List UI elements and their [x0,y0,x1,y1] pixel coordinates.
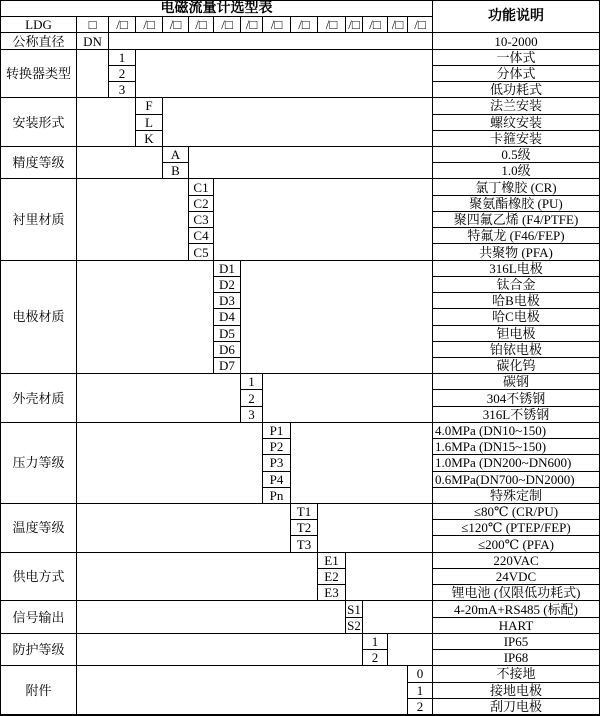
spec-description: 聚四氟乙烯 (F4/PTFE) [433,212,599,228]
model-dn-box: □ [77,17,109,33]
spec-code: P2 [263,439,291,455]
category-label: 转换器类型 [1,50,77,99]
category-label: 外壳材质 [1,374,77,423]
spec-code: 1 [109,50,136,66]
spec-code: 2 [241,390,263,406]
spec-code: 1 [241,374,263,390]
empty-cell [346,553,433,602]
spec-description: 卡箍安装 [433,131,599,147]
spec-description: 316L电极 [433,261,599,277]
spec-code: D4 [214,309,241,325]
empty-cell [263,374,433,423]
spec-code: E1 [318,553,346,569]
category-label: 衬里材质 [1,179,77,260]
spec-code: T3 [291,536,318,552]
spec-code: D1 [214,261,241,277]
category-label: 附件 [1,666,77,715]
code-slot-box: /□ [388,17,408,33]
spec-description: 接地电极 [433,683,599,699]
spec-description: 聚氨酯橡胶 (PU) [433,196,599,212]
code-slot-box: /□ [136,17,163,33]
spec-description: 0.5级 [433,147,599,163]
spec-description: 特氟龙 (F46/FEP) [433,228,599,244]
code-slot-box: /□ [189,17,214,33]
empty-cell [241,261,433,375]
spec-description: 刮刀电极 [433,699,599,715]
empty-cell [77,634,363,666]
empty-cell [77,666,408,715]
spec-description: ≤120℃ (PTEP/FEP) [433,520,599,536]
spec-code: F [136,98,163,114]
empty-cell [77,179,189,260]
spec-code: D5 [214,326,241,342]
spec-description: HART [433,618,599,634]
spec-code: D2 [214,277,241,293]
empty-cell [291,423,433,504]
empty-cell [77,98,136,147]
spec-code: C3 [189,212,214,228]
empty-cell [109,33,433,49]
spec-code: 2 [109,66,136,82]
spec-code: P1 [263,423,291,439]
spec-code: 0 [408,666,433,682]
category-label: 电极材质 [1,261,77,375]
category-label: 温度等级 [1,504,77,553]
spec-description: 氯丁橡胶 (CR) [433,179,599,195]
spec-description: 钛合金 [433,277,599,293]
code-slot-box: /□ [291,17,318,33]
spec-code: D7 [214,358,241,374]
empty-cell [77,50,109,99]
code-slot-box: /□ [241,17,263,33]
spec-description: 1.6MPa (DN15~150) [433,439,599,455]
spec-description: 4.0MPa (DN10~150) [433,423,599,439]
code-slot-box: /□ [408,17,433,33]
spec-description: 低功耗式 [433,82,599,98]
spec-code: 1 [363,634,388,650]
code-slot-box: /□ [318,17,346,33]
spec-description: 哈B电极 [433,293,599,309]
empty-cell [77,374,241,423]
spec-code: C2 [189,196,214,212]
spec-code: Pn [263,488,291,504]
dn-code: DN [77,33,109,49]
spec-code: C5 [189,244,214,260]
spec-description: 法兰安装 [433,98,599,114]
spec-code: K [136,131,163,147]
spec-description: 1.0级 [433,163,599,179]
spec-code: D6 [214,342,241,358]
spec-description: 锂电池 (仅限低功耗式) [433,585,599,601]
spec-description: 碳化钨 [433,358,599,374]
code-slot-box: /□ [109,17,136,33]
code-slot-box: /□ [346,17,363,33]
spec-description: IP68 [433,650,599,666]
category-label: 精度等级 [1,147,77,179]
spec-code: 3 [109,82,136,98]
spec-code: 2 [363,650,388,666]
spec-code: P4 [263,472,291,488]
code-slot-box: /□ [263,17,291,33]
category-label: 信号输出 [1,601,77,633]
spec-description: 分体式 [433,66,599,82]
spec-description: 碳钢 [433,374,599,390]
spec-description: 哈C电极 [433,309,599,325]
spec-code: A [163,147,189,163]
table-title: 电磁流量计选型表 [1,1,433,17]
spec-description: 220VAC [433,553,599,569]
spec-code: L [136,115,163,131]
category-label: 供电方式 [1,553,77,602]
spec-code: E2 [318,569,346,585]
spec-code: E3 [318,585,346,601]
category-label: 安装形式 [1,98,77,147]
spec-description: 304不锈钢 [433,390,599,406]
code-slot-box: /□ [163,17,189,33]
empty-cell [214,179,433,260]
empty-cell [77,553,318,602]
spec-description: 1.0MPa (DN200~DN600) [433,455,599,471]
diameter-range: 10-2000 [433,33,599,49]
function-column-header: 功能说明 [433,1,599,33]
spec-code: T2 [291,520,318,536]
empty-cell [77,601,346,633]
spec-code: 1 [408,683,433,699]
spec-description: ≤200℃ (PFA) [433,536,599,552]
code-slot-box: /□ [214,17,241,33]
spec-description: 铂铱电极 [433,342,599,358]
empty-cell [77,261,214,375]
empty-cell [363,601,433,633]
spec-code: B [163,163,189,179]
spec-code: C4 [189,228,214,244]
spec-description: 0.6MPa(DN700~DN2000) [433,472,599,488]
spec-description: 螺纹安装 [433,115,599,131]
empty-cell [77,504,291,553]
empty-cell [136,50,433,99]
spec-code: P3 [263,455,291,471]
spec-description: IP65 [433,634,599,650]
spec-code: S1 [346,601,363,617]
category-label: 防护等级 [1,634,77,666]
spec-description: 4-20mA+RS485 (标配) [433,601,599,617]
diameter-row-label: 公称直径 [1,33,77,49]
spec-description: 316L不锈钢 [433,407,599,423]
empty-cell [77,423,263,504]
spec-description: ≤80℃ (CR/PU) [433,504,599,520]
spec-code: C1 [189,179,214,195]
spec-code: S2 [346,618,363,634]
empty-cell [318,504,433,553]
empty-cell [77,147,163,179]
spec-description: 共聚物 (PFA) [433,244,599,260]
spec-code: D3 [214,293,241,309]
category-label: 压力等级 [1,423,77,504]
spec-code: 3 [241,407,263,423]
spec-description: 一体式 [433,50,599,66]
spec-description: 24VDC [433,569,599,585]
spec-description: 钽电极 [433,326,599,342]
empty-cell [388,634,433,666]
empty-cell [189,147,433,179]
model-code: LDG [1,17,77,33]
spec-code: 2 [408,699,433,715]
spec-description: 不接地 [433,666,599,682]
code-slot-box: /□ [363,17,388,33]
empty-cell [163,98,433,147]
spec-description: 特殊定制 [433,488,599,504]
spec-code: T1 [291,504,318,520]
